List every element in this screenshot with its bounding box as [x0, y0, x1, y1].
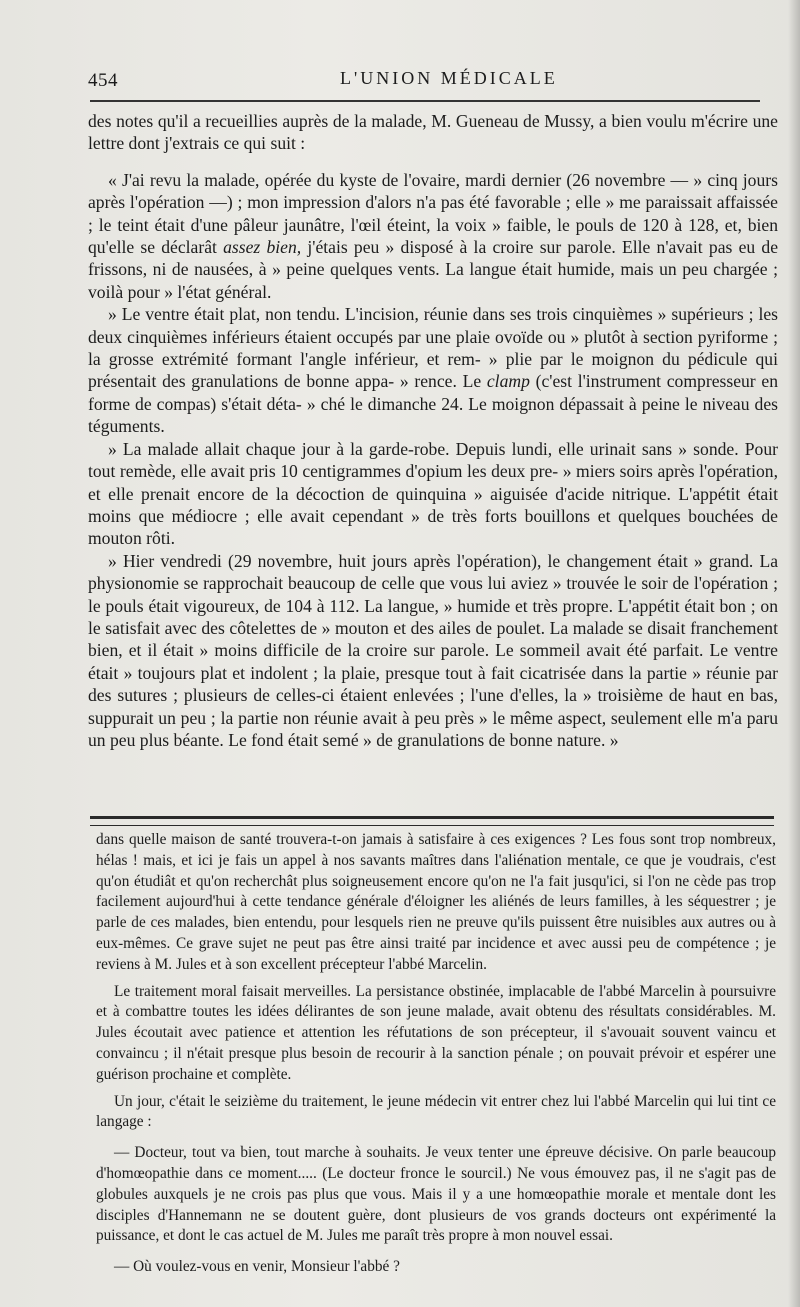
body-paragraph: Le traitement moral faisait merveilles. La persistance obstinée, implacable de l'abbé Marcelin à poursuivre et à combattre toutes les idées délirantes de son jeune malade, avait obtenu des résultats considérables. M. Jules écoutait avec patience et attention les réfutations de son précepteur, il s'avouait souvent vaincu et convaincu ; il n'était presque plus besoin de recourir à la sanction pénale ; on pouvait prévoir et espérer une guérison prochaine et complète.: [96, 982, 776, 1083]
letter-paragraph: « J'ai revu la malade, opérée du kyste de l'ovaire, mardi dernier (26 novembre — » cinq jours après l'opération —) ; mon impression d'alors n'a pas été favorable ; elle » me paraissait affaissée ; le teint était d'une pâleur jaunâtre, l'œil éteint, la voix » faible, le pouls de 120 à 128, et, bien qu'elle se déclarât assez bien, j'étais peu » disposé à la croire sur parole. Elle n'avait pas eu de frissons, ni de nausées, à » peine quelques vents. La langue était humide, mais un peu chargée ; voilà pour » l'état général.: [88, 169, 778, 302]
page-number: 454: [88, 70, 118, 91]
dialogue-paragraph: — Docteur, tout va bien, tout marche à souhaits. Je veux tenter une épreuve décisive. On parle beaucoup d'homœopathie dans ce moment..... (Le docteur fronce le sourcil.) Ne vous émouvez pas, il ne s'agit pas de globules auxquels je ne crois pas plus que vous. Mais il y a une homœopathie morale et mentale dont les disciples d'Hannemann ne se doutent guère, dont plusieurs de vos grands docteurs ont expérimenté la puissance, et dont le cas actuel de M. Jules me paraît très propre à mon nouvel essai.: [96, 1144, 776, 1245]
emphasis: assez bien,: [223, 237, 302, 258]
feuilleton-upper-section: [88, 110, 778, 751]
emphasis: clamp: [486, 371, 530, 392]
body-paragraph: Un jour, c'était le seizième du traitement, le jeune médecin vit entrer chez lui l'abbé Marcelin qui lui tint ce langage :: [96, 1092, 776, 1131]
section-divider-rule: [90, 816, 774, 826]
quoted-letter: [88, 169, 778, 752]
letter-paragraph: » Hier vendredi (29 novembre, huit jours après l'opération), le changement était » grand. La physionomie se rapprochait beaucoup de celle que vous lui aviez » trouvée le soir de l'opération ; le pouls était vigoureux, de 104 à 112. La langue, » humide et très propre. L'appétit était bon ; on le satisfait avec des côtelettes de » mouton et des ailes de poulet. La malade se disait franchement bien, et il était » moins difficile de la croire sur parole. Le sommeil avait été parfait. Le ventre était » toujours plat et indolent ; la plaie, presque tout à fait cicatrisée dans la partie » réunie par des sutures ; plusieurs de celles-ci étaient enlevées ; l'une d'elles, la » troisième de haut en bas, suppurait un peu ; la partie non réunie avait à peu près » le même aspect, seulement elle m'a paru un peu plus béante. Le fond était semé » de granulations de bonne nature. »: [88, 550, 778, 750]
letter-paragraph: » Le ventre était plat, non tendu. L'incision, réunie dans ses trois cinquièmes » supérieurs ; les deux cinquièmes inférieurs étaient occupés par une plaie ovoïde ou » plutôt à section pyriforme ; la grosse extrémité formant l'angle inférieur, et rem- » plie par le moignon du pédicule qui présentait des granulations de bonne appa- » rence. Le clamp (c'est l'instrument compresseur en forme de compas) s'était déta- » ché le dimanche 24. Le moignon dépassait à peine le niveau des téguments.: [88, 304, 778, 437]
body-paragraph: dans quelle maison de santé trouvera-t-on jamais à satisfaire à ces exigences ? Les fous sont trop nombreux, hélas ! mais, et ici je fais un appel à nos savants maîtres dans l'aliénation mentale, ce que je voudrais, c'est qu'on étudiât et qu'on recherchât plus soigneusement encore qu'on ne l'a fait jusqu'ici, si l'on ne cède pas trop facilement aujourd'hui à cette tendance générale d'éloigner les aliénés de leurs familles, à les séquestrer ; je parle de ces malades, bien entendu, pour lesquels rien ne preuve qu'ils puissent être nuisibles aux autres ou à eux-mêmes. Ce grave sujet ne peut pas être ainsi traité par incidence et avec aussi peu de compétence ; je reviens à M. Jules et à son excellent précepteur l'abbé Marcelin.: [96, 831, 776, 973]
feuilleton-lower-section: [96, 830, 776, 1278]
intro-paragraph: des notes qu'il a recueillies auprès de la malade, M. Gueneau de Mussy, a bien voulu m'écrire une lettre dont j'extrais ce qui suit :: [88, 111, 778, 154]
dialogue-paragraph: — Où voulez-vous en venir, Monsieur l'abbé ?: [114, 1258, 400, 1276]
letter-paragraph: » La malade allait chaque jour à la garde-robe. Depuis lundi, elle urinait sans » sonde. Pour tout remède, elle avait pris 10 centigrammes d'opium les deux pre- » miers soirs après l'opération, et elle prenait encore de la décoction de quinquina » aiguisée d'acide nitrique. L'appétit était moins que médiocre ; elle avait cependant » de très forts bouillons et quelques bouchées de mouton rôti.: [88, 438, 778, 549]
page-header: [88, 62, 758, 92]
header-rule: [90, 100, 760, 102]
running-title: L'UNION MÉDICALE: [340, 68, 558, 88]
page-edge-shadow: [788, 0, 800, 1307]
